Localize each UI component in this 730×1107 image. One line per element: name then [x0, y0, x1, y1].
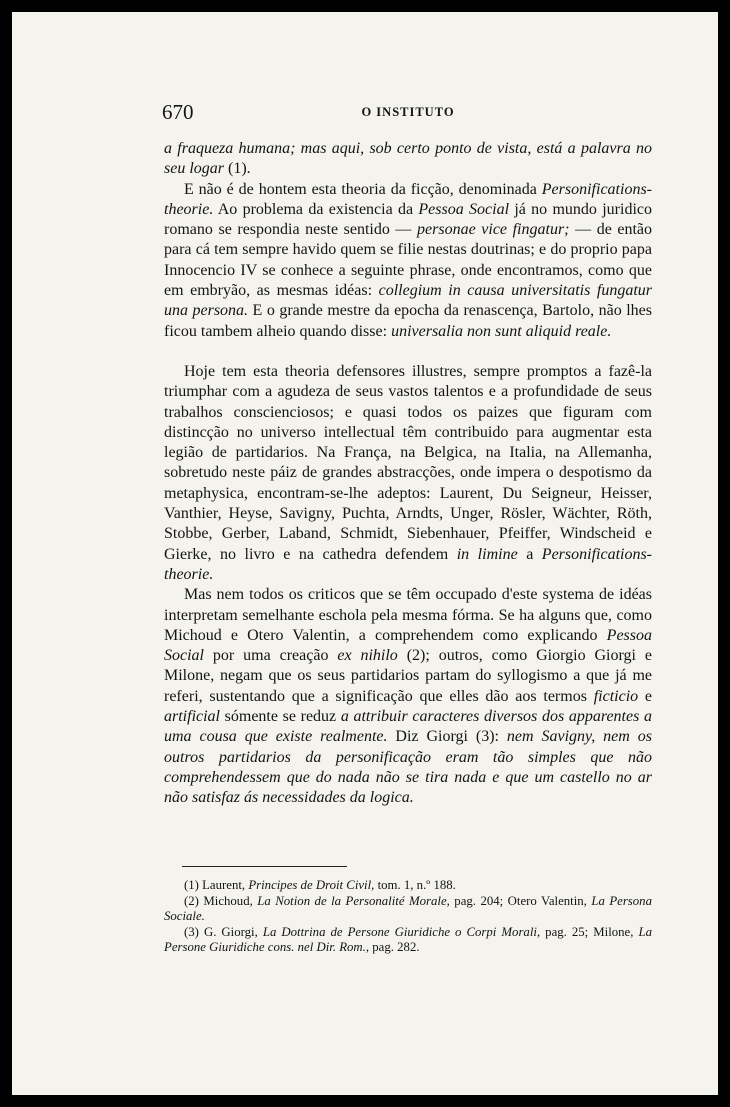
footnote-span: (1) Laurent,: [184, 878, 249, 892]
paragraph: [164, 362, 652, 585]
main-text: [164, 139, 652, 809]
text-italic-span: personae vice fingatur;: [417, 221, 570, 239]
footnote: [164, 878, 652, 894]
text-italic-span: artificial: [164, 708, 220, 726]
text-italic-span: Pessoa Social: [164, 626, 652, 665]
text-span: e: [638, 687, 653, 705]
running-title: O INSTITUTO: [361, 105, 455, 119]
text-italic-span: ex nihilo: [337, 647, 398, 665]
footnote-span: (2) Michoud,: [184, 893, 258, 908]
footnotes: [164, 878, 652, 956]
text-span: E não é de hontem esta theoria da ficção, denominada: [184, 180, 542, 198]
text-italic-span: ficticio: [593, 687, 639, 705]
footnote-span: tom. 1, n.º 188.: [374, 878, 456, 892]
footnote: [164, 925, 652, 956]
text-italic-span: in limine: [456, 545, 518, 563]
text-italic-span: nem Savigny, nem os outros partidarios da personificação eram tão simples que não comprehendessem que do nada não se tira nada e que um castello no ar não satisfaz ás necessidades da logica.: [164, 728, 652, 807]
text-italic-span: a attribuir caracteres diversos dos apparentes a uma cousa que existe realmente.: [164, 708, 652, 746]
paragraph: [164, 139, 652, 180]
footnote-italic-span: La Notion de la Personalité Morale,: [257, 893, 450, 908]
text-span: Mas nem todos os criticos que se têm occupado d'este systema de idéas interpretam semelhante eschola pela mesma fórma. Se ha alguns que, como Michoud e Otero Valentin, a comprehendem como explicando: [164, 586, 652, 644]
text-italic-span: a fraqueza humana; mas aqui, sob certo ponto de vista, está a palavra no seu logar: [164, 140, 652, 178]
text-span: sómente se reduz: [220, 708, 341, 726]
footnote-italic-span: La Persone Giuridiche cons. nel Dir. Rom.,: [164, 924, 652, 954]
footnote-italic-span: La Persona Sociale.: [164, 893, 652, 923]
text-span: a: [517, 545, 542, 563]
text-italic-span: universalia non sunt aliquid reale.: [391, 322, 612, 340]
text-span: (2); outros, como Giorgio Giorgi e Milone, negam que os seus partidarios partam do syllogismo a que já me referi, sustentando que a significação que elles dão aos termos: [164, 647, 652, 705]
footnote-italic-span: Principes de Droit Civil,: [248, 878, 375, 892]
text-italic-span: collegium in causa universitatis fungatur una persona.: [164, 282, 653, 320]
text-italic-span: Pessoa Social: [418, 200, 510, 218]
footnote-italic-span: La Dottrina de Persone Giuridiche o Corpi Morali,: [262, 924, 541, 939]
text-span: Ao problema da existencia da: [213, 200, 419, 218]
footnote-span: pag. 282.: [369, 940, 420, 954]
footnote-span: (3) G. Giorgi,: [184, 924, 263, 939]
text-italic-span: Personifications-theorie.: [164, 545, 653, 583]
text-span: (1).: [224, 160, 251, 178]
text-span: Hoje tem esta theoria defensores illustres, sempre promptos a fazê-la triumphar com a agudeza de seus vastos talentos e a profundidade de seus trabalhos conscienciosos; e quasi todos os paizes que figuram com distincção no universo intellectual têm contribuido para augmentar esta legião de partidarios. Na França, na Belgica, na Italia, na Allemanha, sobretudo neste páiz de grandes abstracções, onde impera o despotismo da metaphysica, encontram-se-lhe adeptos: Laurent, Du Seigneur, Heisser, Vanthier, Heyse, Savigny, Puchta, Arndts, Unger, Rösler, Wächter, Röth, Stobbe, Gerber, Laband, Schmidt, Siebenhauer, Pfeiffer, Windscheid e Gierke, no livro e na cathedra defendem: [164, 362, 652, 563]
footnote: [164, 894, 652, 925]
text-italic-span: Personifications-theorie.: [164, 180, 652, 218]
text-span: — de então para cá tem sempre havido quem se filie nestas doutrinas; e do proprio papa Innocencio IV se conhece a seguinte phrase, onde encontramos, como que em embryão, as mesmas idéas:: [164, 221, 653, 300]
footnote-divider: [182, 866, 347, 867]
text-span: já no mundo juridico romano se respondia neste sentido —: [164, 200, 652, 239]
footnote-span: pag. 25; Milone,: [540, 924, 639, 939]
text-span: Diz Giorgi (3):: [387, 728, 507, 746]
paragraph: [164, 180, 652, 342]
footnote-span: pag. 204; Otero Valentin,: [449, 893, 592, 908]
page-number: 670: [162, 100, 194, 124]
text-span: por uma creação: [204, 647, 338, 665]
text-span: E o grande mestre da epocha da renascença, Bartolo, não lhes ficou tambem alheio quando disse:: [164, 302, 652, 340]
book-page: [12, 12, 718, 1095]
page-header: [162, 100, 654, 130]
paragraph: [164, 585, 652, 808]
